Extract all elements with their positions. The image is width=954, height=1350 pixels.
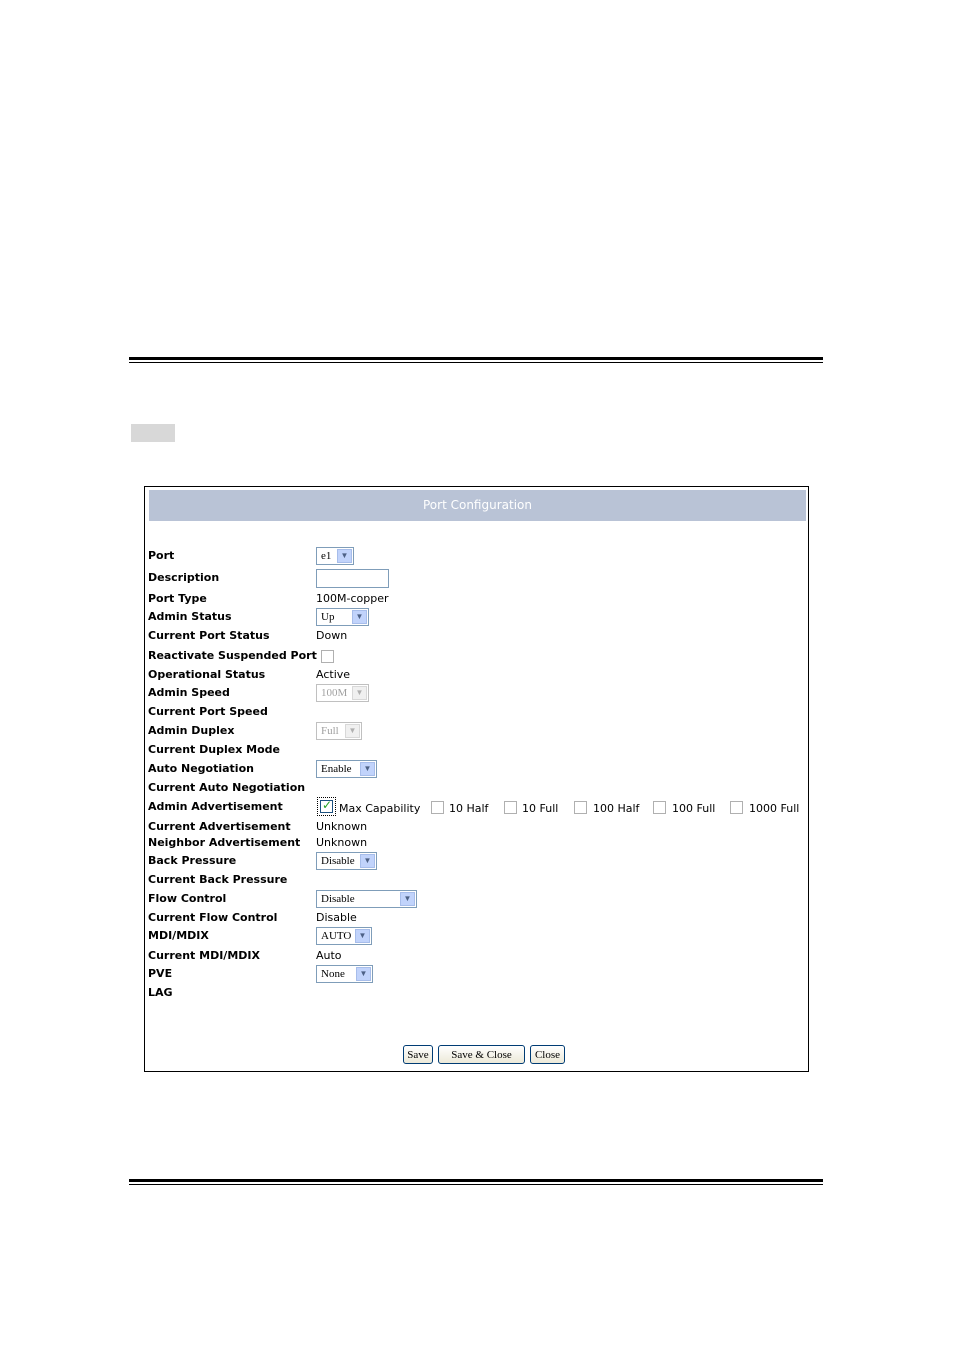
current-port-status-value: Down [316,629,348,642]
pve-value: None [321,968,345,980]
admin-speed-select [316,684,369,702]
admin-duplex-select [316,722,362,740]
chevron-down-icon: ▼ [352,610,367,624]
pve-label: PVE [148,967,173,980]
admin-status-label: Admin Status [148,610,232,623]
port-select[interactable] [316,547,354,565]
port-type-label: Port Type [148,592,207,605]
mdi-mdix-select[interactable] [316,927,372,945]
port-type-value: 100M-copper [316,592,389,605]
description-label: Description [148,571,220,584]
chevron-down-icon: ▼ [360,762,375,776]
auto-negotiation-label: Auto Negotiation [148,762,254,775]
1000-full-label: 1000 Full [749,802,800,815]
chevron-down-icon: ▼ [345,724,360,738]
back-pressure-label: Back Pressure [148,854,237,867]
auto-negotiation-select[interactable] [316,760,377,778]
chevron-down-icon: ▼ [355,929,370,943]
chevron-down-icon: ▼ [356,967,371,981]
panel-title: Port Configuration [149,490,806,521]
back-pressure-value: Disable [321,855,355,867]
chevron-down-icon: ▼ [360,854,375,868]
100-half-checkbox[interactable] [574,801,587,814]
current-auto-negotiation-label: Current Auto Negotiation [148,781,306,794]
flow-control-label: Flow Control [148,892,227,905]
flow-control-select[interactable] [316,890,417,908]
current-flow-control-label: Current Flow Control [148,911,278,924]
mdi-mdix-label: MDI/MDIX [148,929,209,942]
save-button[interactable]: Save [403,1045,433,1064]
max-capability-label: Max Capability [339,802,421,815]
10-half-label: 10 Half [449,802,489,815]
port-configuration-panel [144,486,809,1072]
neighbor-advertisement-value: Unknown [316,836,368,849]
auto-negotiation-value: Enable [321,763,352,775]
flow-control-value: Disable [321,893,355,905]
current-mdi-mdix-value: Auto [316,949,342,962]
page-rule-top-thin [129,362,823,363]
current-port-status-label: Current Port Status [148,629,270,642]
admin-duplex-label: Admin Duplex [148,724,235,737]
port-select-value: e1 [321,550,332,562]
chevron-down-icon: ▼ [337,549,352,563]
page-rule-bottom [129,1179,823,1182]
admin-status-select[interactable] [316,608,369,626]
admin-status-value: Up [321,611,335,623]
lag-label: LAG [148,986,173,999]
current-flow-control-value: Disable [316,911,357,924]
reactivate-suspended-label: Reactivate Suspended Port [148,649,317,662]
mdi-mdix-value: AUTO [321,930,352,942]
current-mdi-mdix-label: Current MDI/MDIX [148,949,260,962]
gray-tag [131,424,175,442]
description-input[interactable] [316,569,389,588]
current-advertisement-value: Unknown [316,820,368,833]
reactivate-suspended-checkbox[interactable] [321,650,334,663]
current-duplex-mode-label: Current Duplex Mode [148,743,280,756]
pve-select[interactable] [316,965,373,983]
100-full-checkbox[interactable] [653,801,666,814]
10-full-checkbox[interactable] [504,801,517,814]
chevron-down-icon: ▼ [352,686,367,700]
admin-speed-value: 100M [321,687,348,699]
page-rule-bottom-thin [129,1184,823,1185]
admin-speed-label: Admin Speed [148,686,230,699]
current-back-pressure-label: Current Back Pressure [148,873,288,886]
chevron-down-icon: ▼ [400,892,415,906]
back-pressure-select[interactable] [316,852,377,870]
10-half-checkbox[interactable] [431,801,444,814]
max-capability-checkbox[interactable] [320,800,333,813]
page-rule-top [129,357,823,360]
100-full-label: 100 Full [672,802,716,815]
100-half-label: 100 Half [593,802,640,815]
current-port-speed-label: Current Port Speed [148,705,268,718]
port-label: Port [148,549,175,562]
close-button[interactable]: Close [530,1045,565,1064]
operational-status-value: Active [316,668,351,681]
neighbor-advertisement-label: Neighbor Advertisement [148,836,301,849]
save-close-button[interactable]: Save & Close [438,1045,525,1064]
admin-advertisement-label: Admin Advertisement [148,800,283,813]
admin-duplex-value: Full [321,725,339,737]
10-full-label: 10 Full [522,802,559,815]
current-advertisement-label: Current Advertisement [148,820,291,833]
operational-status-label: Operational Status [148,668,266,681]
1000-full-checkbox[interactable] [730,801,743,814]
